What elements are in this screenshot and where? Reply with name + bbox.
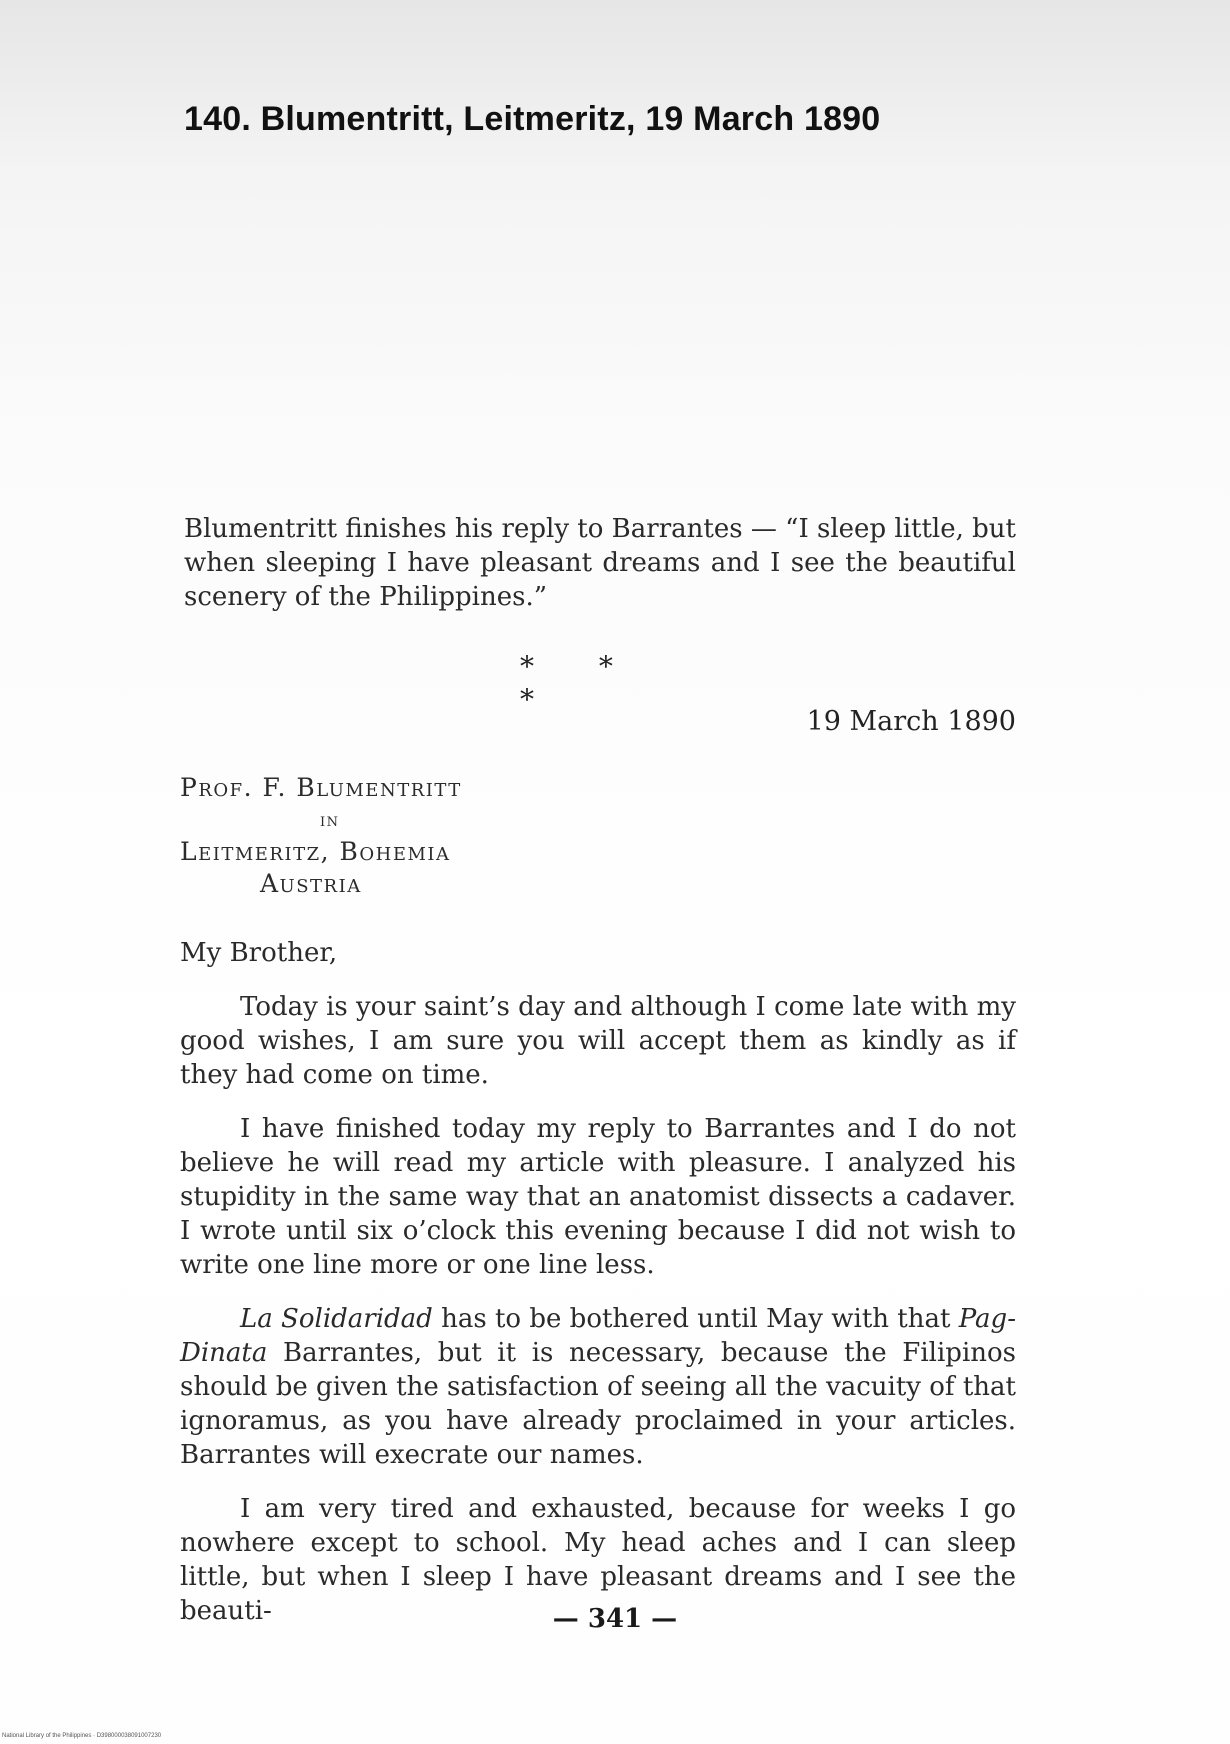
address-city: Leitmeritz, Bohemia <box>180 837 451 866</box>
epithet-term: Pag-Dinata <box>180 1304 1016 1368</box>
section-separator: * * * <box>520 650 641 716</box>
paragraph-3-text-b: Barrantes, but it is necessary, because the Filipinos should be given the satisfaction of seeing all the vacuity of that ignoramus, as you have already proclaimed in your articles. Barrantes will execrate our names. <box>180 1338 1016 1470</box>
paragraph-3 <box>180 1302 1016 1472</box>
letter-summary: Blumentritt finishes his reply to Barrantes — “I sleep little, but when sleeping I have pleasant dreams and I see the beautiful scenery of the Philippines.” <box>184 514 1016 612</box>
paragraph-1: Today is your saint’s day and although I come late with my good wishes, I am sure you will accept them as kindly as if they had come on time. <box>180 992 1016 1090</box>
paragraph-2: I have finished today my reply to Barrantes and I do not believe he will read my article with pleasure. I analyzed his stupidity in the same way that an anatomist dissects a cadaver. I wrote until six o’clock this evening because I did not wish to write one line more or one line less. <box>180 1114 1016 1280</box>
page-number: — 341 — <box>552 1604 678 1634</box>
recipient-address <box>180 772 680 900</box>
salutation: My Brother, <box>180 938 338 968</box>
letter-title: 140. Blumentritt, Leitmeritz, 19 March 1890 <box>184 100 881 138</box>
address-country: Austria <box>260 869 362 898</box>
letter-date: 19 March 1890 <box>806 706 1016 737</box>
paragraph-4: I am very tired and exhausted, because for weeks I go nowhere except to school. My head aches and I can sleep little, but when I sleep I have pleasant dreams and I see the beauti- <box>180 1494 1016 1626</box>
archive-credit: National Library of the Philippines · D398000038091007230 <box>2 1733 162 1739</box>
paragraph-3-text-a: has to be bothered until May with that <box>432 1304 959 1334</box>
address-in: in <box>320 809 340 831</box>
address-name: Prof. F. Blumentritt <box>180 773 462 802</box>
letter-body <box>180 990 1016 1648</box>
newspaper-title: La Solidaridad <box>240 1304 433 1334</box>
